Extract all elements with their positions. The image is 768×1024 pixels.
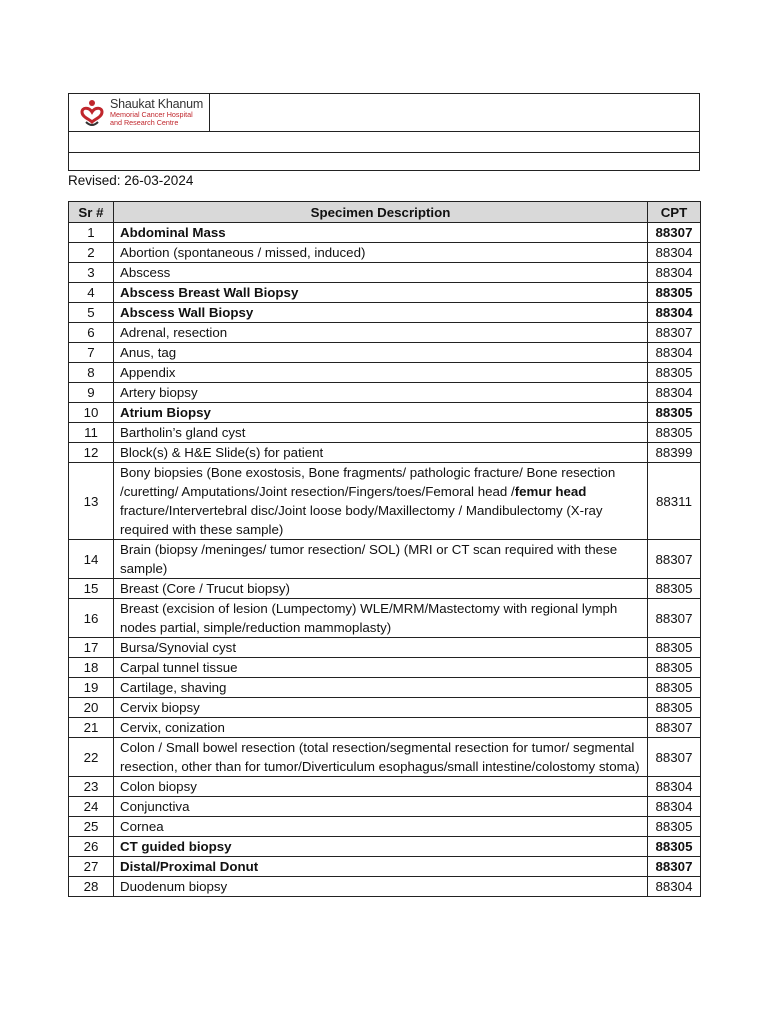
row-sr: 2 xyxy=(69,243,114,263)
table-row xyxy=(69,738,701,777)
row-description: Anus, tag xyxy=(114,343,648,363)
specimen-table xyxy=(68,201,701,897)
table-row xyxy=(69,323,701,343)
table-row xyxy=(69,243,701,263)
table-row xyxy=(69,599,701,638)
table-row xyxy=(69,443,701,463)
row-description: Adrenal, resection xyxy=(114,323,648,343)
row-cpt: 88304 xyxy=(648,243,701,263)
row-description: Atrium Biopsy xyxy=(114,403,648,423)
row-description: Distal/Proximal Donut xyxy=(114,857,648,877)
description-part: fracture/Intervertebral disc/Joint loose body/Maxillectomy / Mandibulectomy (X-ray required with these sample) xyxy=(120,503,603,537)
row-cpt: 88307 xyxy=(648,540,701,579)
row-sr: 15 xyxy=(69,579,114,599)
row-sr: 10 xyxy=(69,403,114,423)
table-row xyxy=(69,877,701,897)
row-description: Cartilage, shaving xyxy=(114,678,648,698)
column-header-sr: Sr # xyxy=(69,202,114,223)
row-sr: 26 xyxy=(69,837,114,857)
ribbon-logo-icon xyxy=(77,98,107,128)
hospital-logo xyxy=(77,98,203,128)
row-cpt: 88311 xyxy=(648,463,701,540)
table-row xyxy=(69,718,701,738)
revised-date: Revised: 26-03-2024 xyxy=(68,173,194,188)
row-sr: 22 xyxy=(69,738,114,777)
table-row xyxy=(69,423,701,443)
description-part: femur head xyxy=(514,484,587,499)
row-description: Breast (Core / Trucut biopsy) xyxy=(114,579,648,599)
row-description: CT guided biopsy xyxy=(114,837,648,857)
row-description: Carpal tunnel tissue xyxy=(114,658,648,678)
row-sr: 20 xyxy=(69,698,114,718)
row-description: Duodenum biopsy xyxy=(114,877,648,897)
row-cpt: 88307 xyxy=(648,857,701,877)
row-description: Cornea xyxy=(114,817,648,837)
row-cpt: 88307 xyxy=(648,323,701,343)
description-part: Bony biopsies (Bone exostosis, Bone fragments/ pathologic fracture/ Bone resection /curetting/ Amputations/Joint resection/Fingers/toes/Femoral head / xyxy=(120,465,616,499)
row-cpt: 88305 xyxy=(648,698,701,718)
row-cpt: 88305 xyxy=(648,403,701,423)
row-cpt: 88304 xyxy=(648,797,701,817)
row-cpt: 88304 xyxy=(648,263,701,283)
row-sr: 8 xyxy=(69,363,114,383)
row-cpt: 88305 xyxy=(648,363,701,383)
row-cpt: 88304 xyxy=(648,303,701,323)
header-rule-1 xyxy=(69,131,699,132)
row-cpt: 88305 xyxy=(648,658,701,678)
row-description: Abortion (spontaneous / missed, induced) xyxy=(114,243,648,263)
table-row xyxy=(69,343,701,363)
row-description: Colon / Small bowel resection (total resection/segmental resection for tumor/ segmental resection, other than for tumor/Diverticulum esophagus/small intestine/colostomy stoma) xyxy=(114,738,648,777)
row-description: Block(s) & H&E Slide(s) for patient xyxy=(114,443,648,463)
row-sr: 7 xyxy=(69,343,114,363)
row-cpt: 88305 xyxy=(648,678,701,698)
row-description: Bursa/Synovial cyst xyxy=(114,638,648,658)
table-row xyxy=(69,777,701,797)
row-cpt: 88307 xyxy=(648,599,701,638)
row-cpt: 88304 xyxy=(648,343,701,363)
row-sr: 17 xyxy=(69,638,114,658)
table-row xyxy=(69,857,701,877)
row-sr: 11 xyxy=(69,423,114,443)
row-description: Artery biopsy xyxy=(114,383,648,403)
table-row xyxy=(69,658,701,678)
table-row xyxy=(69,223,701,243)
logo-name: Shaukat Khanum xyxy=(110,97,204,111)
row-cpt: 88305 xyxy=(648,283,701,303)
row-cpt: 88305 xyxy=(648,638,701,658)
row-description: Appendix xyxy=(114,363,648,383)
table-row xyxy=(69,698,701,718)
row-sr: 27 xyxy=(69,857,114,877)
row-sr: 28 xyxy=(69,877,114,897)
column-header-description: Specimen Description xyxy=(114,202,648,223)
table-row xyxy=(69,383,701,403)
table-row xyxy=(69,363,701,383)
table-row xyxy=(69,678,701,698)
row-description: Abscess Breast Wall Biopsy xyxy=(114,283,648,303)
table-row xyxy=(69,263,701,283)
row-description: Colon biopsy xyxy=(114,777,648,797)
logo-subtitle-1: Memorial Cancer Hospital xyxy=(110,109,193,119)
table-row xyxy=(69,638,701,658)
document-header xyxy=(68,93,700,171)
row-sr: 1 xyxy=(69,223,114,243)
row-sr: 13 xyxy=(69,463,114,540)
header-rule-2 xyxy=(69,152,699,153)
row-description: Abscess Wall Biopsy xyxy=(114,303,648,323)
row-sr: 24 xyxy=(69,797,114,817)
row-description: Cervix, conization xyxy=(114,718,648,738)
table-header-row xyxy=(69,202,701,223)
row-description: Abdominal Mass xyxy=(114,223,648,243)
row-cpt: 88307 xyxy=(648,223,701,243)
row-description: Conjunctiva xyxy=(114,797,648,817)
row-cpt: 88304 xyxy=(648,877,701,897)
row-sr: 3 xyxy=(69,263,114,283)
row-description: Bartholin’s gland cyst xyxy=(114,423,648,443)
logo-subtitle-2: and Research Centre xyxy=(110,117,179,127)
row-sr: 4 xyxy=(69,283,114,303)
table-row xyxy=(69,303,701,323)
table-row xyxy=(69,463,701,540)
row-cpt: 88305 xyxy=(648,579,701,599)
row-cpt: 88305 xyxy=(648,817,701,837)
row-sr: 14 xyxy=(69,540,114,579)
row-description: Cervix biopsy xyxy=(114,698,648,718)
table-row xyxy=(69,817,701,837)
row-cpt: 88399 xyxy=(648,443,701,463)
row-description: Breast (excision of lesion (Lumpectomy) WLE/MRM/Mastectomy with regional lymph nodes partial, simple/reduction mammoplasty) xyxy=(114,599,648,638)
row-sr: 16 xyxy=(69,599,114,638)
row-sr: 12 xyxy=(69,443,114,463)
row-sr: 18 xyxy=(69,658,114,678)
table-row xyxy=(69,579,701,599)
row-sr: 23 xyxy=(69,777,114,797)
table-body xyxy=(69,223,701,897)
row-cpt: 88305 xyxy=(648,423,701,443)
row-sr: 6 xyxy=(69,323,114,343)
table-row xyxy=(69,283,701,303)
row-cpt: 88307 xyxy=(648,718,701,738)
row-cpt: 88304 xyxy=(648,383,701,403)
row-cpt: 88305 xyxy=(648,837,701,857)
row-cpt: 88307 xyxy=(648,738,701,777)
row-sr: 21 xyxy=(69,718,114,738)
table-row xyxy=(69,837,701,857)
header-divider xyxy=(209,94,210,131)
row-description xyxy=(114,463,648,540)
row-sr: 9 xyxy=(69,383,114,403)
table-row xyxy=(69,797,701,817)
column-header-cpt: CPT xyxy=(648,202,701,223)
row-sr: 5 xyxy=(69,303,114,323)
table-row xyxy=(69,403,701,423)
row-cpt: 88304 xyxy=(648,777,701,797)
row-sr: 25 xyxy=(69,817,114,837)
row-description: Brain (biopsy /meninges/ tumor resection/ SOL) (MRI or CT scan required with these sample) xyxy=(114,540,648,579)
row-description: Abscess xyxy=(114,263,648,283)
table-row xyxy=(69,540,701,579)
row-sr: 19 xyxy=(69,678,114,698)
